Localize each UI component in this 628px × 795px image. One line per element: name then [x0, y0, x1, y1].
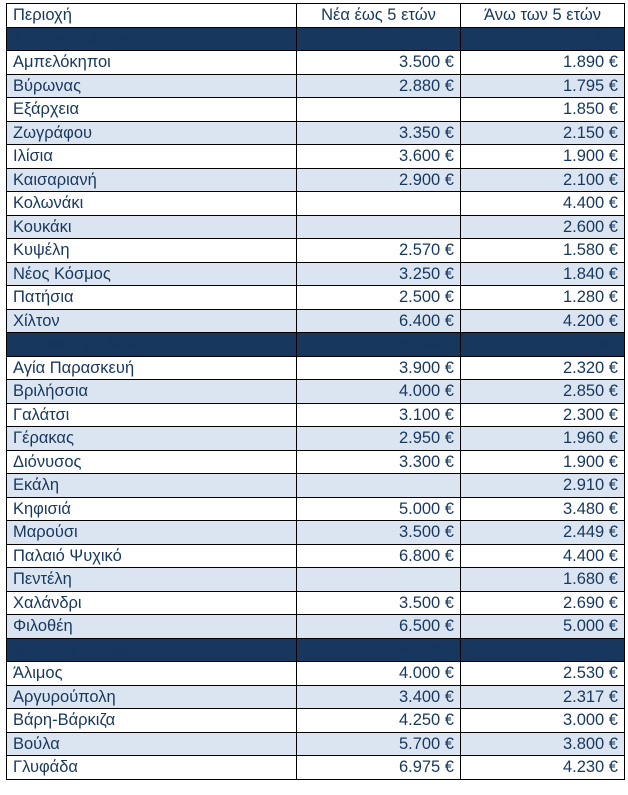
old-price-cell: 2.150 € [461, 121, 625, 145]
table-row [7, 474, 625, 498]
table-row [7, 380, 625, 404]
old-price-cell: 2.828€ [461, 333, 625, 357]
header-row [7, 4, 625, 28]
old-price-cell: 1.900 € [461, 450, 625, 474]
old-price-cell: 1.280 € [461, 286, 625, 310]
table-body [7, 27, 625, 779]
old-price-cell: 4.400 € [461, 192, 625, 216]
old-price-cell: 2.449 € [461, 521, 625, 545]
table-row [7, 262, 625, 286]
table-row [7, 756, 625, 780]
area-cell: Διόνυσος [7, 450, 297, 474]
table-row [7, 662, 625, 686]
old-price-cell: 2.910 € [461, 474, 625, 498]
new-price-cell [297, 192, 461, 216]
new-price-cell: 5.000 € [297, 497, 461, 521]
price-table [6, 3, 625, 780]
table-row [7, 98, 625, 122]
table-row [7, 591, 625, 615]
old-price-cell: 1.890 € [461, 51, 625, 75]
old-price-cell: 2.100 € [461, 168, 625, 192]
table-row [7, 568, 625, 592]
new-price-cell: 6.500 € [297, 615, 461, 639]
old-price-cell: 2.299 € [461, 27, 625, 51]
new-price-cell: 3.250 € [297, 262, 461, 286]
old-price-cell: 2.320 € [461, 356, 625, 380]
area-cell: Φιλοθέη [7, 615, 297, 639]
new-price-cell: 3.500 € [297, 591, 461, 615]
area-cell: Ιλίσια [7, 145, 297, 169]
new-price-cell: 3.350 € [297, 121, 461, 145]
area-cell: Αργυρούπολη [7, 685, 297, 709]
area-cell: Βόρεια Προάστια [7, 333, 297, 357]
new-price-cell: 6.400 € [297, 309, 461, 333]
new-price-cell: 2.500 € [297, 286, 461, 310]
old-price-cell: 1.960 € [461, 427, 625, 451]
table-row [7, 239, 625, 263]
new-price-cell: 4.255 € [297, 333, 461, 357]
table-row [7, 286, 625, 310]
area-cell: Εκάλη [7, 474, 297, 498]
area-cell: Χαλάνδρι [7, 591, 297, 615]
old-price-cell: 3.800 € [461, 732, 625, 756]
area-cell: Γέρακας [7, 427, 297, 451]
table-row [7, 427, 625, 451]
old-price-cell: 1.850 € [461, 98, 625, 122]
new-price-cell: 3.439 € [297, 27, 461, 51]
table-row [7, 615, 625, 639]
new-price-cell [297, 568, 461, 592]
old-price-cell: 2.755 € [461, 638, 625, 662]
new-price-cell: 3.500 € [297, 51, 461, 75]
old-price-cell: 3.000 € [461, 709, 625, 733]
old-price-cell: 2.317 € [461, 685, 625, 709]
area-cell: Γαλάτσι [7, 403, 297, 427]
area-cell: Χίλτον [7, 309, 297, 333]
area-cell: Βριλήσσια [7, 380, 297, 404]
table-row [7, 51, 625, 75]
new-price-cell: 2.900 € [297, 168, 461, 192]
new-price-cell [297, 215, 461, 239]
group-header-row [7, 333, 625, 357]
area-cell: Κολωνάκι [7, 192, 297, 216]
new-price-cell: 4.000 € [297, 380, 461, 404]
table-row [7, 685, 625, 709]
group-header-row [7, 638, 625, 662]
new-price-cell: 3.500 € [297, 521, 461, 545]
table-row [7, 450, 625, 474]
old-price-cell: 4.230 € [461, 756, 625, 780]
new-price-cell: 4.000 € [297, 662, 461, 686]
new-price-cell: 3.400 € [297, 685, 461, 709]
table-row [7, 356, 625, 380]
old-price-cell: 3.480 € [461, 497, 625, 521]
area-cell: Βύρωνας [7, 74, 297, 98]
area-cell: Αγία Παρασκευή [7, 356, 297, 380]
area-cell: Πατήσια [7, 286, 297, 310]
old-price-cell: 2.690 € [461, 591, 625, 615]
old-price-cell: 5.000 € [461, 615, 625, 639]
table-row [7, 497, 625, 521]
area-cell: Καισαριανή [7, 168, 297, 192]
header-area: Περιοχή [7, 4, 297, 28]
table-row [7, 121, 625, 145]
table-row [7, 732, 625, 756]
old-price-cell: 1.580 € [461, 239, 625, 263]
new-price-cell: 2.880 € [297, 74, 461, 98]
area-cell: Νέος Κόσμος [7, 262, 297, 286]
area-cell: Εξάρχεια [7, 98, 297, 122]
old-price-cell: 1.900 € [461, 145, 625, 169]
group-header-row [7, 27, 625, 51]
area-cell: Γλυφάδα [7, 756, 297, 780]
old-price-cell: 2.300 € [461, 403, 625, 427]
area-cell: Αμπελόκηποι [7, 51, 297, 75]
old-price-cell: 2.530 € [461, 662, 625, 686]
new-price-cell [297, 474, 461, 498]
new-price-cell: 3.100 € [297, 403, 461, 427]
new-price-cell: 6.975 € [297, 756, 461, 780]
area-cell: Κηφισιά [7, 497, 297, 521]
new-price-cell: 2.950 € [297, 427, 461, 451]
new-price-cell: 6.800 € [297, 544, 461, 568]
table-row [7, 215, 625, 239]
old-price-cell: 2.850 € [461, 380, 625, 404]
table-row [7, 403, 625, 427]
header-over-5-years: Άνω των 5 ετών [461, 4, 625, 28]
area-cell: Άλιμος [7, 662, 297, 686]
area-cell: Κουκάκι [7, 215, 297, 239]
area-cell: Ζωγράφου [7, 121, 297, 145]
table-row [7, 74, 625, 98]
table-row [7, 709, 625, 733]
old-price-cell: 1.795 € [461, 74, 625, 98]
old-price-cell: 1.680 € [461, 568, 625, 592]
area-cell: Βούλα [7, 732, 297, 756]
new-price-cell: 2.570 € [297, 239, 461, 263]
area-cell: Μαρούσι [7, 521, 297, 545]
area-cell: Πεντέλη [7, 568, 297, 592]
new-price-cell: 3.300 € [297, 450, 461, 474]
table-row [7, 521, 625, 545]
area-cell: Νότια Προάστια [7, 638, 297, 662]
new-price-cell [297, 98, 461, 122]
new-price-cell: 4.258 € [297, 638, 461, 662]
table-row [7, 192, 625, 216]
table-row [7, 544, 625, 568]
area-cell: Κυψέλη [7, 239, 297, 263]
new-price-cell: 5.700 € [297, 732, 461, 756]
old-price-cell: 1.840 € [461, 262, 625, 286]
table-row [7, 168, 625, 192]
table-row [7, 145, 625, 169]
new-price-cell: 3.900 € [297, 356, 461, 380]
old-price-cell: 4.200 € [461, 309, 625, 333]
area-cell: Παλαιό Ψυχικό [7, 544, 297, 568]
area-cell: Αθήνα - Κέντρο [7, 27, 297, 51]
new-price-cell: 4.250 € [297, 709, 461, 733]
table-row [7, 309, 625, 333]
old-price-cell: 2.600 € [461, 215, 625, 239]
area-cell: Βάρη-Βάρκιζα [7, 709, 297, 733]
new-price-cell: 3.600 € [297, 145, 461, 169]
header-new-up-to-5-years: Νέα έως 5 ετών [297, 4, 461, 28]
old-price-cell: 4.400 € [461, 544, 625, 568]
